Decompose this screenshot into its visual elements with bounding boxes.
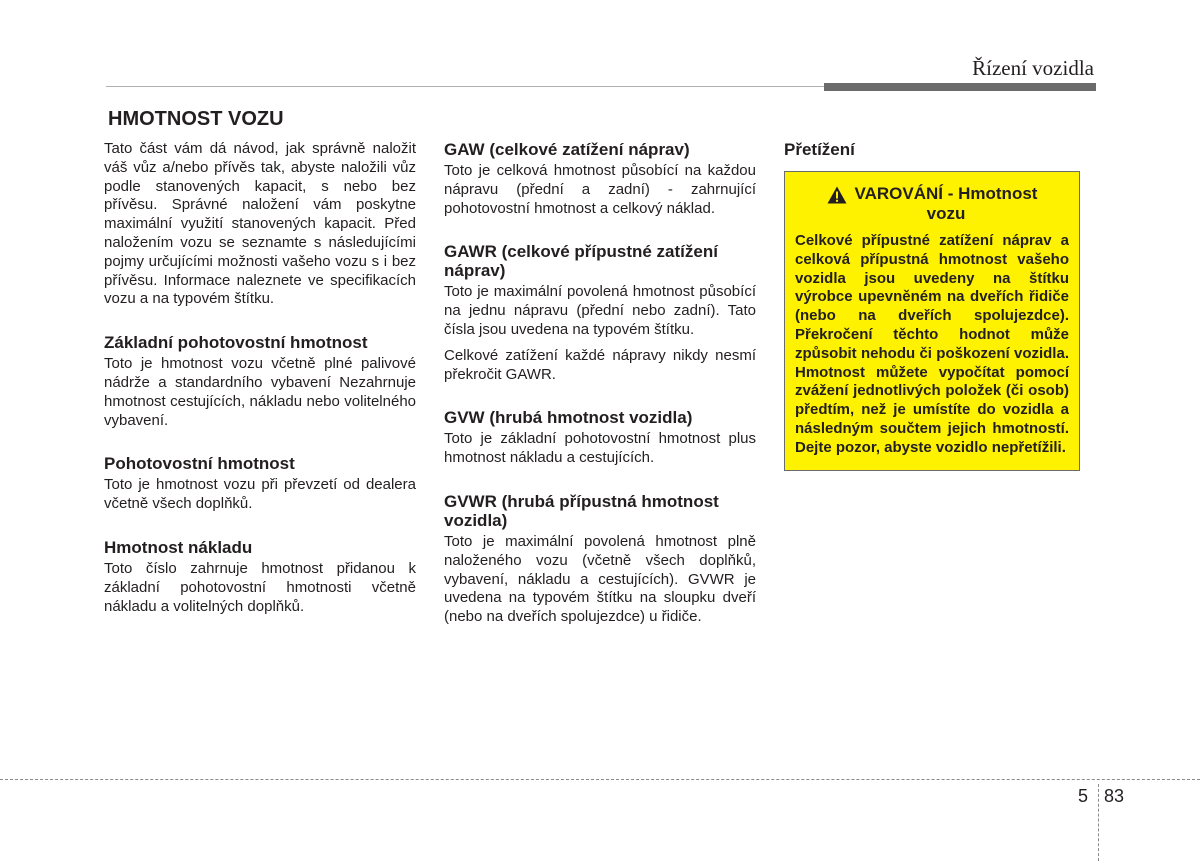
warning-box <box>784 171 1080 471</box>
page-number: 83 <box>1104 786 1125 806</box>
column-3 <box>784 140 1096 471</box>
paragraph: Toto je základní pohotovostní hmotnost plus hmotnost nákladu a cestujících. <box>444 430 756 467</box>
chapter-title: Řízení vozidla <box>972 56 1094 80</box>
subheading: GAW (celkové zatížení náprav) <box>444 140 690 159</box>
section-base-curb-weight <box>104 333 416 430</box>
header-bar <box>824 83 1096 91</box>
subheading: Hmotnost nákladu <box>104 537 253 557</box>
warning-heading-line2: vozu <box>926 204 966 223</box>
column-2 <box>444 140 756 627</box>
overload-title: Přetížení <box>784 140 855 159</box>
warning-heading-text <box>855 184 1038 224</box>
paragraph: Toto je maximální povolená hmotnost působící na jednu nápravu (přední nebo zadní). Tato čísla jsou uvedena na typovém štítku. <box>444 283 756 338</box>
paragraph: Toto číslo zahrnuje hmotnost přidanou k základní pohotovostní hmotnosti včetně nákladu a volitelných doplňků. <box>104 559 416 615</box>
paragraph: Toto je hmotnost vozu při převzetí od dealera včetně všech doplňků. <box>104 476 416 513</box>
warning-body: Celkové přípustné zatížení náprav a celková přípustná hmotnost vašeho vozidla jsou uvedeny na štítku výrobce upevněném na dveřích řidiče (nebo na dveřích spolujezdce). Překročení těchto hodnot může způsobit nehodu či poškození vozidla. Hmotnost můžete vypočítat pomocí zvážení jednotlivých položek (či osob) předtím, než je umístíte do vozidla a následným součtem jejich hmotností. Dejte pozor, abyste vozidlo nepřetížili. <box>795 232 1069 456</box>
column-1 <box>104 140 416 616</box>
warning-triangle-icon <box>827 186 847 204</box>
subheading: GAWR (celkové přípustné zatížení náprav) <box>444 242 718 281</box>
subheading: GVW (hrubá hmotnost vozidla) <box>444 408 693 428</box>
subheading: Základní pohotovostní hmotnost <box>104 333 368 353</box>
paragraph: Celkové zatížení každé nápravy nikdy nesmí překročit GAWR. <box>444 346 756 383</box>
chapter-number: 5 <box>1078 786 1089 806</box>
section-title: HMOTNOST VOZU <box>108 108 284 130</box>
subheading: GVWR (hrubá přípustná hmotnost vozidla) <box>444 491 719 530</box>
paragraph: Toto je celková hmotnost působící na každou nápravu (přední a zadní) - zahrnující pohotovostní hmotnost a celkový náklad. <box>444 162 756 217</box>
section-gawr <box>444 242 756 384</box>
warning-heading-line1: VAROVÁNÍ - Hmotnost <box>854 184 1038 203</box>
section-gvw <box>444 408 756 468</box>
intro-text: Tato část vám dá návod, jak správně naložit váš vůz a/nebo přívěs tak, abyste naložili vůz podle stanovených kapacit, s nebo bez přívěsu. Správné naložení vám poskytne maximální využití stanovených kapacit. Před naložením vozu se seznamte s následujícími pojmy určujícími možnosti vašeho vozu s i bez přívěsu. Informace naleznete ve specifikacích vozu a na typovém štítku. <box>104 140 416 308</box>
section-gvwr <box>444 492 756 627</box>
footer-vertical-divider <box>1098 784 1099 861</box>
warning-heading <box>795 184 1069 224</box>
paragraph: Toto je hmotnost vozu včetně plné palivové nádrže a standardního vybavení Nezahrnuje hmotnost cestujících, nákladu nebo volitelného vybavení. <box>104 355 416 429</box>
header-rule <box>106 86 824 87</box>
footer-divider <box>0 779 1200 780</box>
section-cargo-weight <box>104 538 416 616</box>
paragraph: Toto je maximální povolená hmotnost plně naloženého vozu (včetně všech doplňků, vybavení, nákladu a cestujících). GVWR je uvedena na typovém štítku na sloupku dveří (nebo na dveřích spolujezdce) u řidiče. <box>444 532 756 626</box>
section-curb-weight <box>104 454 416 514</box>
subheading: Pohotovostní hmotnost <box>104 454 295 474</box>
section-gaw <box>444 140 756 218</box>
